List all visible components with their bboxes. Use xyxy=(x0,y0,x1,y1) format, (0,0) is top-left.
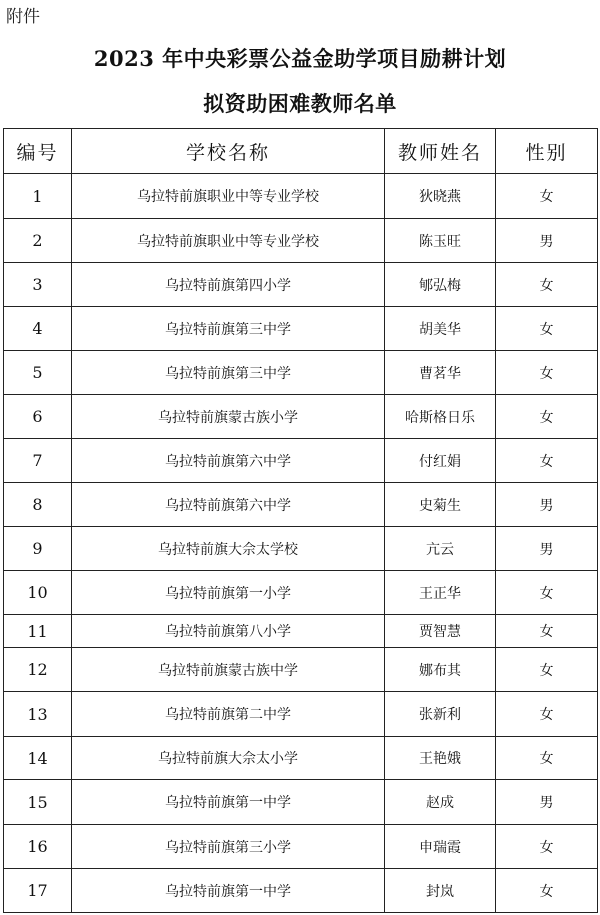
table-row xyxy=(4,263,598,307)
row-school-name: 乌拉特前旗职业中等专业学校 xyxy=(72,219,385,263)
row-gender: 女 xyxy=(496,648,598,692)
row-number: 14 xyxy=(4,737,72,780)
table-row xyxy=(4,527,598,571)
row-number: 6 xyxy=(4,395,72,439)
row-school-name: 乌拉特前旗第三小学 xyxy=(72,825,385,869)
row-school-name: 乌拉特前旗大佘太小学 xyxy=(72,737,385,780)
row-teacher-name: 赵成 xyxy=(385,780,496,825)
attachment-label: 附件 xyxy=(6,7,40,27)
table-row xyxy=(4,307,598,351)
table-row xyxy=(4,351,598,395)
header-school-name: 学校名称 xyxy=(72,129,385,174)
row-school-name: 乌拉特前旗第八小学 xyxy=(72,615,385,648)
row-number: 7 xyxy=(4,439,72,483)
row-teacher-name: 亢云 xyxy=(385,527,496,571)
row-school-name: 乌拉特前旗蒙古族小学 xyxy=(72,395,385,439)
row-gender: 男 xyxy=(496,527,598,571)
row-teacher-name: 哈斯格日乐 xyxy=(385,395,496,439)
row-gender: 女 xyxy=(496,869,598,913)
row-number: 8 xyxy=(4,483,72,527)
row-teacher-name: 贾智慧 xyxy=(385,615,496,648)
row-number: 15 xyxy=(4,780,72,825)
row-gender: 男 xyxy=(496,219,598,263)
row-gender: 女 xyxy=(496,571,598,615)
row-school-name: 乌拉特前旗蒙古族中学 xyxy=(72,648,385,692)
table-row xyxy=(4,439,598,483)
row-teacher-name: 陈玉旺 xyxy=(385,219,496,263)
row-gender: 女 xyxy=(496,351,598,395)
row-school-name: 乌拉特前旗第四小学 xyxy=(72,263,385,307)
row-teacher-name: 史菊生 xyxy=(385,483,496,527)
row-teacher-name: 胡美华 xyxy=(385,307,496,351)
table-row xyxy=(4,692,598,737)
row-teacher-name: 封岚 xyxy=(385,869,496,913)
table-row xyxy=(4,648,598,692)
row-teacher-name: 郇弘梅 xyxy=(385,263,496,307)
row-teacher-name: 付红娟 xyxy=(385,439,496,483)
table-header-row xyxy=(4,129,598,174)
row-school-name: 乌拉特前旗第六中学 xyxy=(72,439,385,483)
row-gender: 女 xyxy=(496,174,598,219)
row-number: 3 xyxy=(4,263,72,307)
row-number: 9 xyxy=(4,527,72,571)
row-school-name: 乌拉特前旗第三中学 xyxy=(72,307,385,351)
row-teacher-name: 王艳娥 xyxy=(385,737,496,780)
table-row xyxy=(4,825,598,869)
row-teacher-name: 申瑞霞 xyxy=(385,825,496,869)
row-school-name: 乌拉特前旗第六中学 xyxy=(72,483,385,527)
document-title-line-1: 2023 年中央彩票公益金助学项目励耕计划 xyxy=(93,46,507,71)
row-number: 16 xyxy=(4,825,72,869)
row-number: 5 xyxy=(4,351,72,395)
header-teacher-name: 教师姓名 xyxy=(385,129,496,174)
row-school-name: 乌拉特前旗大佘太学校 xyxy=(72,527,385,571)
row-gender: 女 xyxy=(496,692,598,737)
table-row xyxy=(4,780,598,825)
row-number: 13 xyxy=(4,692,72,737)
document-title-line-2: 拟资助困难教师名单 xyxy=(203,91,397,116)
table-row xyxy=(4,737,598,780)
table-row xyxy=(4,483,598,527)
header-gender: 性别 xyxy=(496,129,598,174)
row-gender: 女 xyxy=(496,439,598,483)
row-gender: 女 xyxy=(496,307,598,351)
row-number: 2 xyxy=(4,219,72,263)
row-teacher-name: 王正华 xyxy=(385,571,496,615)
row-teacher-name: 狄晓燕 xyxy=(385,174,496,219)
teacher-list-table xyxy=(3,128,598,913)
row-gender: 女 xyxy=(496,615,598,648)
row-gender: 女 xyxy=(496,825,598,869)
header-number: 编号 xyxy=(4,129,72,174)
row-school-name: 乌拉特前旗第二中学 xyxy=(72,692,385,737)
row-teacher-name: 曹茗华 xyxy=(385,351,496,395)
row-number: 17 xyxy=(4,869,72,913)
row-number: 4 xyxy=(4,307,72,351)
table-row xyxy=(4,395,598,439)
row-gender: 女 xyxy=(496,395,598,439)
row-school-name: 乌拉特前旗第一小学 xyxy=(72,571,385,615)
row-school-name: 乌拉特前旗第一中学 xyxy=(72,780,385,825)
row-teacher-name: 娜布其 xyxy=(385,648,496,692)
row-school-name: 乌拉特前旗第三中学 xyxy=(72,351,385,395)
row-number: 1 xyxy=(4,174,72,219)
table-row xyxy=(4,571,598,615)
row-school-name: 乌拉特前旗职业中等专业学校 xyxy=(72,174,385,219)
row-gender: 女 xyxy=(496,737,598,780)
row-school-name: 乌拉特前旗第一中学 xyxy=(72,869,385,913)
row-number: 11 xyxy=(4,615,72,648)
row-teacher-name: 张新利 xyxy=(385,692,496,737)
row-gender: 男 xyxy=(496,483,598,527)
table-row xyxy=(4,174,598,219)
row-gender: 男 xyxy=(496,780,598,825)
table-row xyxy=(4,219,598,263)
row-number: 12 xyxy=(4,648,72,692)
row-gender: 女 xyxy=(496,263,598,307)
table-row xyxy=(4,869,598,913)
table-row xyxy=(4,615,598,648)
row-number: 10 xyxy=(4,571,72,615)
